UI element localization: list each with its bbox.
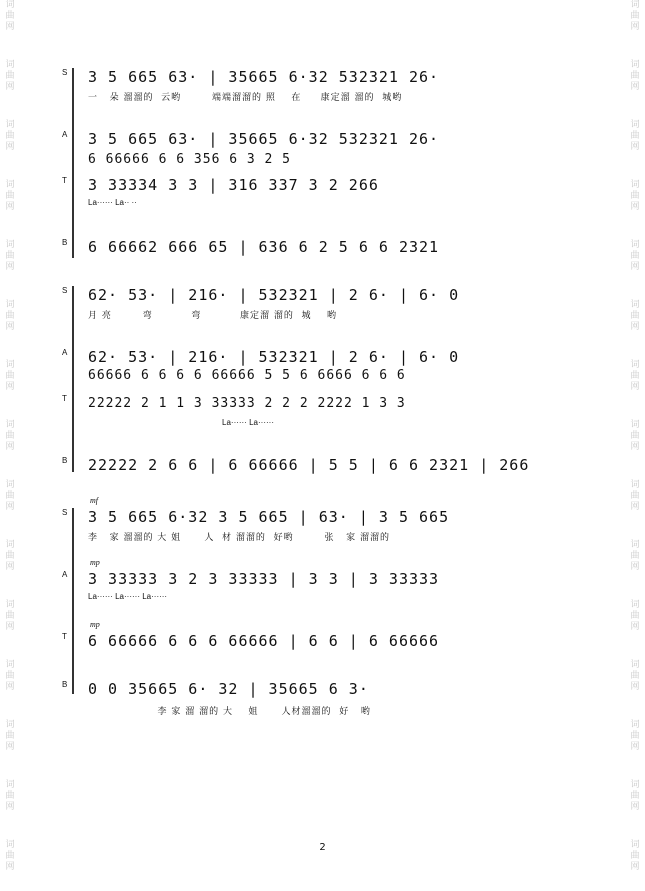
watermark-text: 词曲网 <box>630 780 640 812</box>
page-number: 2 <box>319 842 326 853</box>
part-label: T <box>62 394 67 403</box>
tenor-row <box>62 176 582 216</box>
watermark-text: 词曲网 <box>5 600 15 632</box>
dynamic-marking: mf <box>90 496 98 505</box>
watermark-text: 词曲网 <box>630 120 640 152</box>
dynamic-marking: mp <box>90 558 100 567</box>
alto-row <box>62 130 582 170</box>
part-label: S <box>62 508 68 517</box>
bass-notes: 22222 2 6 6 | 6 66666 | 5 5 | 6 6 2321 | 266 <box>88 456 530 474</box>
soprano-notes: 62· 53· | 216· | 532321 | 2 6· | 6· 0 <box>88 286 460 304</box>
watermark-left <box>3 0 17 891</box>
soprano-lyrics: 李 家 溜溜的 大 姐 人 材 溜溜的 好哟 张 家 溜溜的 <box>88 533 390 543</box>
alto-row <box>62 348 582 388</box>
watermark-text: 词曲网 <box>5 780 15 812</box>
bass-row <box>62 238 582 278</box>
part-label: S <box>62 286 68 295</box>
la-syllables: La······ La······ <box>222 418 274 427</box>
tenor-row <box>62 394 582 434</box>
dynamic-marking: mp <box>90 620 100 629</box>
tenor-row <box>62 620 582 672</box>
watermark-text: 词曲网 <box>5 180 15 212</box>
soprano-lyrics: 月 亮 弯 弯 康定溜 溜的 城 哟 <box>88 311 337 321</box>
watermark-text: 词曲网 <box>630 0 640 32</box>
watermark-text: 词曲网 <box>5 660 15 692</box>
bass-row <box>62 680 582 720</box>
watermark-text: 词曲网 <box>630 240 640 272</box>
soprano-row <box>62 68 582 108</box>
alto-second-line: 6 66666 6 6 356 6 3 2 5 <box>88 152 292 167</box>
watermark-right <box>628 0 642 891</box>
part-label: T <box>62 176 67 185</box>
watermark-text: 词曲网 <box>5 0 15 32</box>
watermark-text: 词曲网 <box>5 120 15 152</box>
part-label: B <box>62 680 68 689</box>
watermark-text: 词曲网 <box>630 480 640 512</box>
watermark-text: 词曲网 <box>5 540 15 572</box>
soprano-notes: 3 5 665 63· | 35665 6·32 532321 26· <box>88 68 440 86</box>
watermark-text: 词曲网 <box>5 720 15 752</box>
bass-notes: 6 66662 666 65 | 636 6 2 5 6 6 2321 <box>88 238 440 256</box>
alto-notes: 62· 53· | 216· | 532321 | 2 6· | 6· 0 <box>88 348 460 366</box>
soprano-notes: 3 5 665 6·32 3 5 665 | 63· | 3 5 665 <box>88 508 450 526</box>
la-syllables: La······ La······ La······ <box>88 592 168 601</box>
watermark-text: 词曲网 <box>630 720 640 752</box>
bass-notes: 0 0 35665 6· 32 | 35665 6 3· <box>88 680 369 698</box>
score-system-1 <box>62 68 582 278</box>
watermark-text: 词曲网 <box>630 420 640 452</box>
watermark-text: 词曲网 <box>630 60 640 92</box>
score-system-2 <box>62 286 582 486</box>
tenor-notes: 22222 2 1 1 3 33333 2 2 2 2222 1 3 3 <box>88 396 406 411</box>
soprano-row <box>62 286 582 326</box>
watermark-text: 词曲网 <box>5 360 15 392</box>
watermark-text: 词曲网 <box>630 300 640 332</box>
soprano-lyrics: 一 朵 溜溜的 云哟 端端溜溜的 照 在 康定溜 溜的 城哟 <box>88 93 403 103</box>
watermark-text: 词曲网 <box>630 540 640 572</box>
watermark-text: 词曲网 <box>630 660 640 692</box>
watermark-text: 词曲网 <box>5 240 15 272</box>
watermark-text: 词曲网 <box>5 480 15 512</box>
watermark-text: 词曲网 <box>5 840 15 872</box>
watermark-text: 词曲网 <box>5 300 15 332</box>
alto-notes: 3 33333 3 2 3 33333 | 3 3 | 3 33333 <box>88 570 440 588</box>
alto-second-line: 66666 6 6 6 6 66666 5 5 6 6666 6 6 6 <box>88 368 406 383</box>
score-system-3 <box>62 496 582 728</box>
tenor-notes: 6 66666 6 6 6 66666 | 6 6 | 6 66666 <box>88 632 440 650</box>
watermark-text: 词曲网 <box>630 600 640 632</box>
part-label: T <box>62 632 67 641</box>
part-label: B <box>62 238 68 247</box>
watermark-text: 词曲网 <box>5 420 15 452</box>
part-label: A <box>62 570 68 579</box>
part-label: A <box>62 130 68 139</box>
bass-row <box>62 456 582 496</box>
la-syllables: La······ La·· ·· <box>88 198 137 207</box>
alto-notes: 3 5 665 63· | 35665 6·32 532321 26· <box>88 130 440 148</box>
alto-row <box>62 558 582 610</box>
soprano-row <box>62 496 582 548</box>
bass-lyrics: 李 家 溜 溜的 大 姐 人材溜溜的 好 哟 <box>88 707 371 717</box>
part-label: B <box>62 456 68 465</box>
watermark-text: 词曲网 <box>5 60 15 92</box>
watermark-text: 词曲网 <box>630 180 640 212</box>
watermark-text: 词曲网 <box>630 360 640 392</box>
tenor-notes: 3 33334 3 3 | 316 337 3 2 266 <box>88 176 379 194</box>
part-label: S <box>62 68 68 77</box>
watermark-text: 词曲网 <box>630 840 640 872</box>
part-label: A <box>62 348 68 357</box>
